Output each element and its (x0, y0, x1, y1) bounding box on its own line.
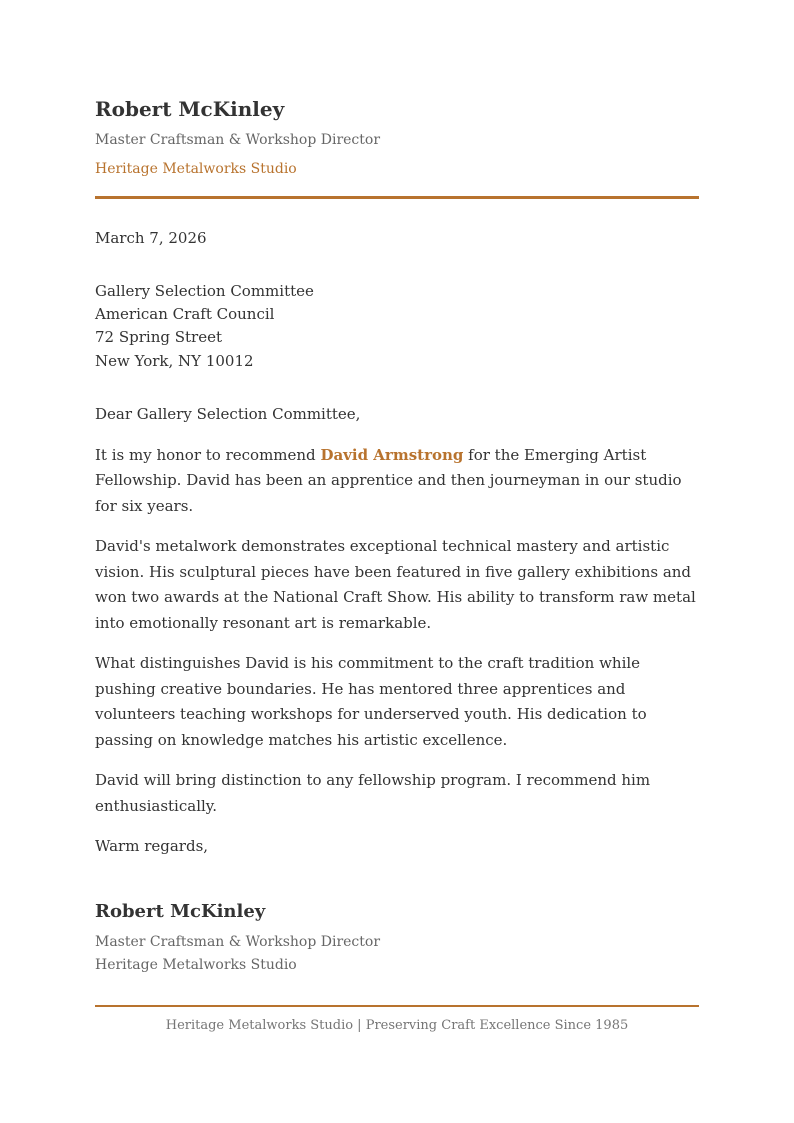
recipient-address (95, 280, 699, 374)
sender-company: Heritage Metalworks Studio (95, 160, 297, 177)
letter-date: March 7, 2026 (95, 229, 207, 248)
paragraph-1-text-after: for the Emerging Artist Fellowship. David has been an apprentice and then journeyman in our studio for six years. (95, 445, 682, 515)
recipient-line-3: 72 Spring Street (95, 328, 222, 347)
sender-title: Master Craftsman & Workshop Director (95, 132, 381, 148)
recipient-line-2: American Craft Council (95, 305, 275, 324)
letter-body (95, 227, 699, 976)
candidate-name-highlight: David Armstrong (320, 445, 464, 464)
closing-line: Warm regards, (95, 837, 209, 856)
paragraph-4: David will bring distinction to any fellowship program. I recommend him enthusiastically. (95, 771, 651, 815)
letter-footer (95, 1005, 699, 1036)
paragraph-1-text-before: It is my honor to recommend (95, 445, 321, 464)
paragraph-3: What distinguishes David is his commitment to the craft tradition while pushing creative boundaries. He has mentored three apprentices and volunteers teaching workshops for underserved youth. His dedication to passing on knowledge matches his artistic excellence. (95, 654, 647, 749)
letterhead (95, 97, 699, 199)
letterhead-divider (95, 196, 699, 199)
signature-title: Master Craftsman & Workshop Director (95, 934, 381, 951)
signature-block (95, 901, 699, 976)
paragraph-1 (95, 443, 699, 520)
footer-tagline: Heritage Metalworks Studio | Preserving Craft Excellence Since 1985 (165, 1018, 629, 1034)
salutation: Dear Gallery Selection Committee, (95, 405, 361, 424)
signature-name: Robert McKinley (95, 900, 266, 922)
paragraph-2: David's metalwork demonstrates exceptional technical mastery and artistic vision. His sculptural pieces have been featured in five gallery exhibitions and won two awards at the National Craft Show. His ability to transform raw metal into emotionally resonant art is remarkable. (95, 537, 696, 632)
recipient-line-1: Gallery Selection Committee (95, 281, 314, 300)
signature-company: Heritage Metalworks Studio (95, 956, 297, 973)
footer-divider (95, 1005, 699, 1007)
recipient-line-4: New York, NY 10012 (95, 351, 254, 370)
sender-name: Robert McKinley (95, 97, 285, 121)
